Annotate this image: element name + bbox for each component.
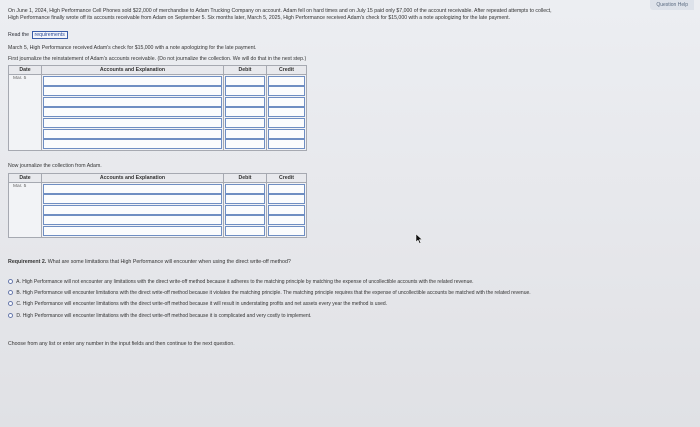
- credit-input-1[interactable]: [268, 76, 305, 86]
- radio-b[interactable]: [8, 290, 13, 295]
- col-credit-header: Credit: [267, 66, 307, 75]
- option-d-letter: D.: [16, 313, 22, 319]
- radio-c[interactable]: [8, 301, 13, 306]
- debit-input-3[interactable]: [225, 97, 265, 107]
- option-c-text: High Performance will encounter limitations with the direct write-off method because it will result in understating profits and net assets every year the method is used.: [22, 301, 388, 307]
- date-value: Mar. 5: [13, 184, 27, 189]
- credit-input-6[interactable]: [268, 129, 305, 139]
- problem-statement: [8, 8, 696, 22]
- account-input-2[interactable]: [43, 194, 222, 204]
- option-b-letter: B.: [16, 290, 22, 296]
- col-accounts-header: Accounts and Explanation: [42, 174, 224, 183]
- radio-d[interactable]: [8, 313, 13, 318]
- problem-line-1: On June 1, 2024, High Performance Cell Phones sold $22,000 of merchandise to Adam Trucking Company on account. Adam fell on hard times and on July 15 paid only $7,000 of the account receivable. After repeated attempts to collect,: [8, 8, 552, 14]
- radio-a[interactable]: [8, 279, 13, 284]
- question-help-button[interactable]: Question Help: [650, 0, 694, 10]
- credit-input-2[interactable]: [268, 86, 305, 96]
- option-c[interactable]: [8, 301, 387, 307]
- option-c-letter: C.: [16, 301, 22, 307]
- account-input-1[interactable]: [43, 184, 222, 194]
- requirement-2-question: What are some limitations that High Performance will encounter when using the direct write-off method?: [47, 259, 291, 265]
- account-input-4[interactable]: [43, 107, 222, 117]
- date-cell: [9, 183, 42, 238]
- mouse-cursor-icon: [415, 234, 423, 244]
- instruction-reinstatement: First journalize the reinstatement of Adam's accounts receivable. (Do not journalize the collection. We will do that in the next step.): [8, 56, 307, 62]
- requirement-2-label: Requirement 2.: [8, 259, 47, 265]
- scenario-text: March 5, High Performance received Adam's check for $15,000 with a note apologizing for the late payment.: [8, 45, 257, 51]
- accounts-cell: [42, 75, 224, 151]
- read-the-label: Read the: [8, 32, 30, 38]
- debit-input-5[interactable]: [225, 118, 265, 128]
- account-input-1[interactable]: [43, 76, 222, 86]
- debit-input-7[interactable]: [225, 139, 265, 149]
- option-a[interactable]: [8, 279, 474, 285]
- credit-input-3[interactable]: [268, 205, 305, 215]
- problem-line-2: High Performance finally wrote off its accounts receivable from Adam on September 5. Six months later, March 5, 2025, High Performance received Adam's check for $15,000 with a note apologizing for the late payment.: [8, 15, 511, 21]
- credit-input-3[interactable]: [268, 97, 305, 107]
- date-value: Mar. 5: [13, 76, 27, 81]
- account-input-5[interactable]: [43, 118, 222, 128]
- debit-input-4[interactable]: [225, 107, 265, 117]
- debit-input-2[interactable]: [225, 194, 265, 204]
- journal-table-collection: [8, 173, 307, 238]
- debit-input-3[interactable]: [225, 205, 265, 215]
- credit-input-4[interactable]: [268, 107, 305, 117]
- account-input-4[interactable]: [43, 215, 222, 225]
- credit-input-7[interactable]: [268, 139, 305, 149]
- debit-cell: [224, 75, 267, 151]
- accounts-cell: [42, 183, 224, 238]
- col-date-header: Date: [9, 174, 42, 183]
- account-input-2[interactable]: [43, 86, 222, 96]
- read-requirements-row: [8, 31, 68, 39]
- date-cell: [9, 75, 42, 151]
- footer-instruction: Choose from any list or enter any number in the input fields and then continue to the next question.: [8, 341, 235, 347]
- account-input-3[interactable]: [43, 97, 222, 107]
- account-input-3[interactable]: [43, 205, 222, 215]
- debit-cell: [224, 183, 267, 238]
- debit-input-2[interactable]: [225, 86, 265, 96]
- col-debit-header: Debit: [224, 174, 267, 183]
- option-b[interactable]: [8, 290, 531, 296]
- credit-input-5[interactable]: [268, 118, 305, 128]
- debit-input-6[interactable]: [225, 129, 265, 139]
- col-accounts-header: Accounts and Explanation: [42, 66, 224, 75]
- account-input-7[interactable]: [43, 139, 222, 149]
- debit-input-1[interactable]: [225, 76, 265, 86]
- option-d-text: High Performance will encounter limitations with the direct write-off method because it is complicated and very costly to implement.: [22, 313, 312, 319]
- instruction-collection: Now journalize the collection from Adam.: [8, 163, 102, 169]
- option-a-letter: A.: [16, 279, 21, 285]
- account-input-5[interactable]: [43, 226, 222, 236]
- credit-input-4[interactable]: [268, 215, 305, 225]
- credit-input-5[interactable]: [268, 226, 305, 236]
- credit-cell: [267, 183, 307, 238]
- col-date-header: Date: [9, 66, 42, 75]
- col-debit-header: Debit: [224, 66, 267, 75]
- credit-input-1[interactable]: [268, 184, 305, 194]
- journal-table-reinstatement: [8, 65, 307, 151]
- option-d[interactable]: [8, 313, 311, 319]
- debit-input-5[interactable]: [225, 226, 265, 236]
- account-input-6[interactable]: [43, 129, 222, 139]
- requirement-2-heading: [8, 259, 291, 265]
- credit-input-2[interactable]: [268, 194, 305, 204]
- option-b-text: High Performance will encounter limitations with the direct write-off method because it violates the matching principle. The matching principle requires that the expense of uncollectible accounts be matched with the related revenue.: [22, 290, 531, 296]
- debit-input-1[interactable]: [225, 184, 265, 194]
- option-a-text: High Performance will not encounter any limitations with the direct write-off method because it adheres to the matching principle by matching the expense of uncollectible accounts with the related revenue.: [22, 279, 474, 285]
- requirements-link[interactable]: requirements: [32, 31, 68, 39]
- col-credit-header: Credit: [267, 174, 307, 183]
- credit-cell: [267, 75, 307, 151]
- debit-input-4[interactable]: [225, 215, 265, 225]
